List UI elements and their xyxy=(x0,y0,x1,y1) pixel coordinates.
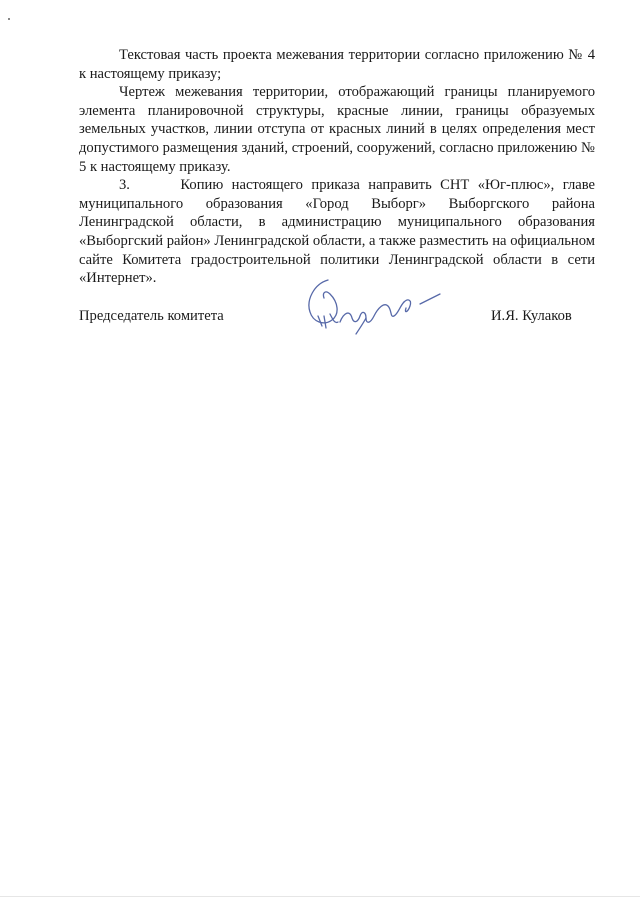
paragraph-item-3: 3. Копию настоящего приказа направить СНТ «Юг-плюс», главе муниципального образования «Город Выборг» Выборгского района Ленинградской области, в администрацию муниципального образования «Выборгский район» Ленинградской области, а также разместить на официальном сайте Комитета градостроительной политики Ленинградской области в сети «Интернет». xyxy=(79,177,595,287)
scan-edge-line xyxy=(0,896,640,897)
paragraph-appendix-4: Текстовая часть проекта межевания территории согласно приложению № 4 к настоящему приказу; xyxy=(79,47,595,82)
signatory-name: И.Я. Кулаков xyxy=(491,308,572,324)
paragraph-appendix-5: Чертеж межевания территории, отображающий границы планируемого элемента планировочной структуры, красные линии, границы образуемых земельных участков, линии отступа от красных линий в целях определения мест допустимого размещения зданий, строений, сооружений, согласно приложению № 5 к настоящему приказу. xyxy=(79,84,595,175)
scan-speck xyxy=(8,18,10,20)
document-body xyxy=(79,46,595,288)
handwritten-signature xyxy=(300,272,450,344)
signatory-title: Председатель комитета xyxy=(79,308,224,324)
